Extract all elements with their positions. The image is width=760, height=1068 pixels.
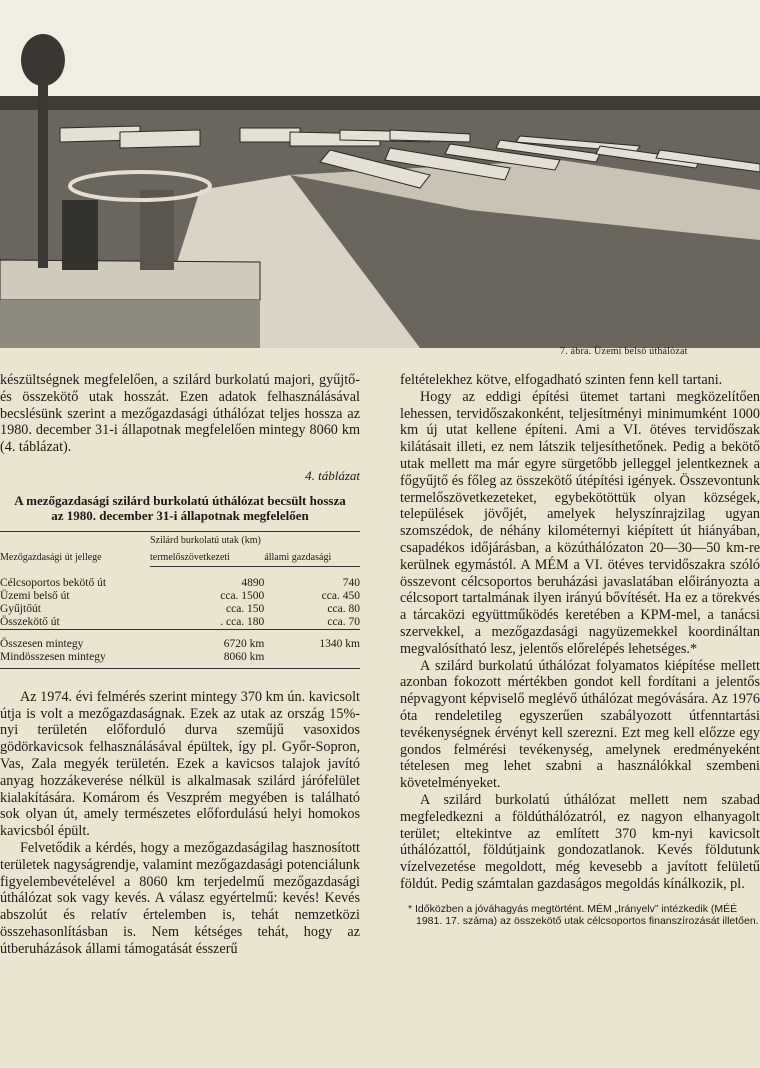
row-coop: . cca. 180 xyxy=(220,615,265,628)
table-label: 4. táblázat xyxy=(305,467,360,483)
paragraph: Hogy az eddigi építési ütemet tartani megközelítően lehessen, tervidőszakonként, teljesítményi minimumként 1000 km új utat kellene építeni. Ami a VI. ötéves tervidőszak kilátásait illeti, ez nem látszik teljesíthetőnek. Pedig a bekötő utak mellett ma már egyre sürgetőbb jelleggel jelentkeznek a főgyűjtő és főleg az összekötő útépítési igények. Összevontunk termelőszövetkezeteket, egybekötöttük olyan községek, települések jövőjét, amelyek helyszínrajzilag ugyan szomszédok, de néhány kilométernyi kiépített út hiányában, csapadékos időjárásban, a közúthálózaton 20—30—50 km-re kerülnek egymástól. A MÉM a VI. ötéves tervidőszakra szóló összevont célcsoportos beruházási javaslatában előirányozta a célcsoport tartalmának ilyen irányú bővítését. Ha ez a törekvés a tárcaközi együttműködés keretében a KPM-mel, a tanácsi szervekkel, a mezőgazdasági nagyüzemekkel koordináltan megvalósítható lesz, jelentős előrelépés lehetséges.* xyxy=(400,388,760,657)
row-type: Üzemi belső út xyxy=(0,589,70,602)
paragraph: A szilárd burkolatú úthálózat folyamatos kiépítése mellett azonban fokozott mértékben gondot kell fordítani a jelentős népvagyont képviselő meglévő úthálózat megóvására. Az 1976 óta rendeletileg egyszerűen szabályozott útfenntartási tevékenységnek érvényt kell szerezni. Ezt meg kell előzze egy gondos felmérési tevékenység, amelynek eredményeként tételesen meg lehet szabni a használókkal szembeni követelményeket. xyxy=(400,657,760,792)
table-row xyxy=(0,616,360,630)
grand-total-value: 8060 km xyxy=(223,650,265,663)
left-column xyxy=(0,372,360,958)
right-column xyxy=(400,372,760,927)
total-state: 1340 km xyxy=(319,637,360,650)
farm-aerial-illustration xyxy=(0,0,760,348)
table-title: A mezőgazdasági szilárd burkolatú úthálózat becsült hossza az 1980. december 31-i állapotnak megfelelően xyxy=(14,492,346,523)
row-state: 740 xyxy=(342,576,360,589)
paragraph: Felvetődik a kérdés, hogy a mezőgazdaságilag hasznosított területek nagyságrendje, valamint mezőgazdasági potenciálunk figyelembevételével a 8060 km terjedelmű mezőgazdasági úthálózat sok vagy kevés. A válasz egyértelmű: kevés! Kevés abszolút és relatív értelemben is, tehát nemzetközi összehasonlításban is. Nem kétséges tehát, hogy az útberuházások állami támogatását ésszerű xyxy=(0,839,360,957)
row-state: cca. 450 xyxy=(321,589,360,602)
row-coop: 4890 xyxy=(241,576,265,589)
footnote: * Időközben a jóváhagyás megtörtént. MÉM „Irányelv” intézkedik (MÉÉ 1981. 17. száma) az összekötő utak célcsoportos finanszírozását illetően. xyxy=(408,902,759,927)
row-coop: cca. 150 xyxy=(225,602,265,615)
table-row xyxy=(0,577,360,590)
table-row xyxy=(0,603,360,616)
total-label: Összesen mintegy xyxy=(0,637,84,650)
column-header-coop: termelőszövetkezeti xyxy=(150,549,264,567)
table-total-row xyxy=(0,638,360,651)
row-state: cca. 70 xyxy=(327,615,360,628)
row-coop: cca. 1500 xyxy=(220,589,265,602)
row-type: Gyűjtőút xyxy=(0,602,41,615)
total-coop: 6720 km xyxy=(223,637,265,650)
table-row xyxy=(0,590,360,603)
row-state: cca. 80 xyxy=(327,602,360,615)
figure-caption: 7. ábra. Üzemi belső úthálózat xyxy=(560,346,688,357)
paragraph: feltételekhez kötve, elfogadható szinten fenn kell tartani. xyxy=(400,372,723,388)
table-grand-total-row xyxy=(0,651,360,664)
farm-road-photo xyxy=(0,0,760,348)
column-header-group: Szilárd burkolatú utak (km) xyxy=(150,531,360,549)
column-header-type: Mezőgazdasági út jellege xyxy=(0,531,150,566)
road-length-table xyxy=(0,531,360,669)
row-type: Célcsoportos bekötő út xyxy=(0,576,107,589)
column-header-state: állami gazdasági xyxy=(264,549,360,567)
paragraph: Az 1974. évi felmérés szerint mintegy 370 km ún. kavicsolt útja is volt a mezőgazdaságnak. Ezek az utak az ország 15%-nyi területén előforduló durva szeműjű vasoxidos gödörkavicsok felhasználásával épültek, így pl. Győr-Sopron, Vas, Zala megyék területén. Ezek a kavicsos talajok javító anyag hozzákeverése nélkül is alkalmasak szilárd járófelület kialakítására. Komárom és Veszprém megyében is található sok olyan út, amely természetes előfordulású helyi homokos kavicsból épült. xyxy=(0,688,360,840)
grand-total-label: Mindösszesen mintegy xyxy=(0,650,106,663)
paragraph: készültségnek megfelelően, a szilárd burkolatú majori, gyűjtő- és összekötő utak hosszát. Ezen adatok felhasználásával becslésünk szerint a mezőgazdasági úthálózat teljes hossza az 1980. december 31-i állapotnak megfelelően mintegy 8060 km (4. táblázat). xyxy=(0,372,360,456)
row-type: Összekötő út xyxy=(0,615,60,628)
paragraph: A szilárd burkolatú úthálózat mellett nem szabad megfeledkezni a földúthálózatról, ez nagyon elhanyagolt terület; eltekintve az említett 370 km-nyi kavicsolt úthálózattól, földútjaink gondozatlanok. Kevés földutunk vízelvezetése megoldott, még kevesebb a javított felületű földút. Pedig számtalan gazdaságos megoldás kínálkozik, pl. xyxy=(400,791,760,892)
